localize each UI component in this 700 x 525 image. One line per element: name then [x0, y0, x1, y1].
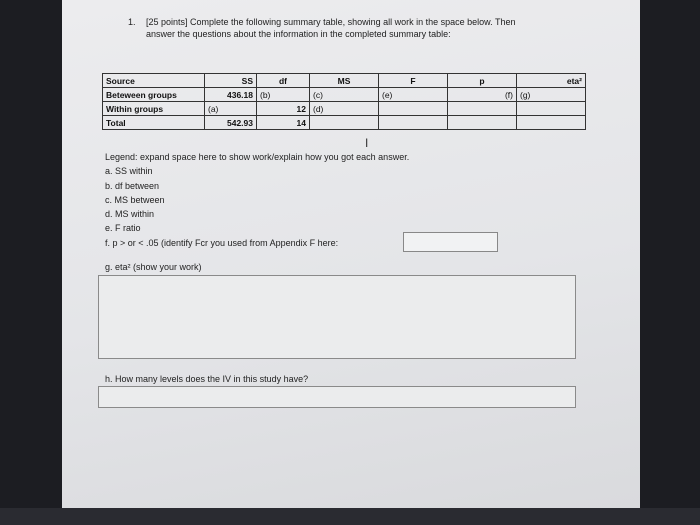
legend-item: b. df between	[105, 180, 160, 191]
cell-p[interactable]: (f)	[448, 88, 517, 102]
cell-f	[379, 102, 448, 116]
text-cursor-icon: I	[365, 136, 369, 150]
legend-item: d. MS within	[105, 209, 155, 220]
header-ss: SS	[205, 74, 257, 88]
cell-ms	[310, 116, 379, 130]
header-eta: eta²	[517, 74, 586, 88]
anova-summary-table	[102, 73, 586, 130]
legend-item: e. F ratio	[105, 223, 141, 234]
f-critical-input[interactable]	[403, 232, 498, 252]
legend-item: f. p > or < .05 (identify Fcr you used from Appendix F here:	[105, 237, 339, 248]
cell-ss[interactable]: (a)	[205, 102, 257, 116]
cell-df[interactable]: (b)	[257, 88, 310, 102]
table-row	[103, 88, 586, 102]
cell-p	[448, 116, 517, 130]
cell-ms[interactable]: (c)	[310, 88, 379, 102]
header-p: p	[448, 74, 517, 88]
table-row	[103, 102, 586, 116]
header-f: F	[379, 74, 448, 88]
eta-label: g. eta² (show your work)	[105, 262, 202, 272]
header-ms: MS	[310, 74, 379, 88]
legend-item: c. MS between	[105, 194, 165, 205]
cell-ms[interactable]: (d)	[310, 102, 379, 116]
cell-source: Within groups	[103, 102, 205, 116]
legend-intro: Legend: expand space here to show work/explain how you got each answer.	[105, 152, 410, 162]
question-prompt	[128, 16, 598, 40]
cell-eta	[517, 102, 586, 116]
cell-eta	[517, 116, 586, 130]
header-source: Source	[103, 74, 205, 88]
cell-ss: 542.93	[205, 116, 257, 130]
cell-source: Total	[103, 116, 205, 130]
question-number: 1.	[128, 17, 136, 27]
cell-ss: 436.18	[205, 88, 257, 102]
legend	[105, 150, 409, 250]
header-df: df	[257, 74, 310, 88]
cell-p	[448, 102, 517, 116]
table-row	[103, 116, 586, 130]
eta-work-textarea[interactable]	[98, 275, 576, 359]
question-line-1: [25 points] Complete the following summary table, showing all work in the space below. Then	[146, 17, 516, 27]
legend-item: a. SS within	[105, 166, 153, 177]
levels-question-label: h. How many levels does the IV in this study have?	[105, 374, 309, 384]
bottom-bar	[0, 508, 700, 525]
cell-source: Beteween groups	[103, 88, 205, 102]
cell-df: 14	[257, 116, 310, 130]
question-line-2: answer the questions about the information in the completed summary table:	[146, 29, 451, 39]
levels-answer-input[interactable]	[98, 386, 576, 408]
cell-df: 12	[257, 102, 310, 116]
cell-f[interactable]: (e)	[379, 88, 448, 102]
table-header-row	[103, 74, 586, 88]
cell-eta[interactable]: (g)	[517, 88, 586, 102]
cell-f	[379, 116, 448, 130]
